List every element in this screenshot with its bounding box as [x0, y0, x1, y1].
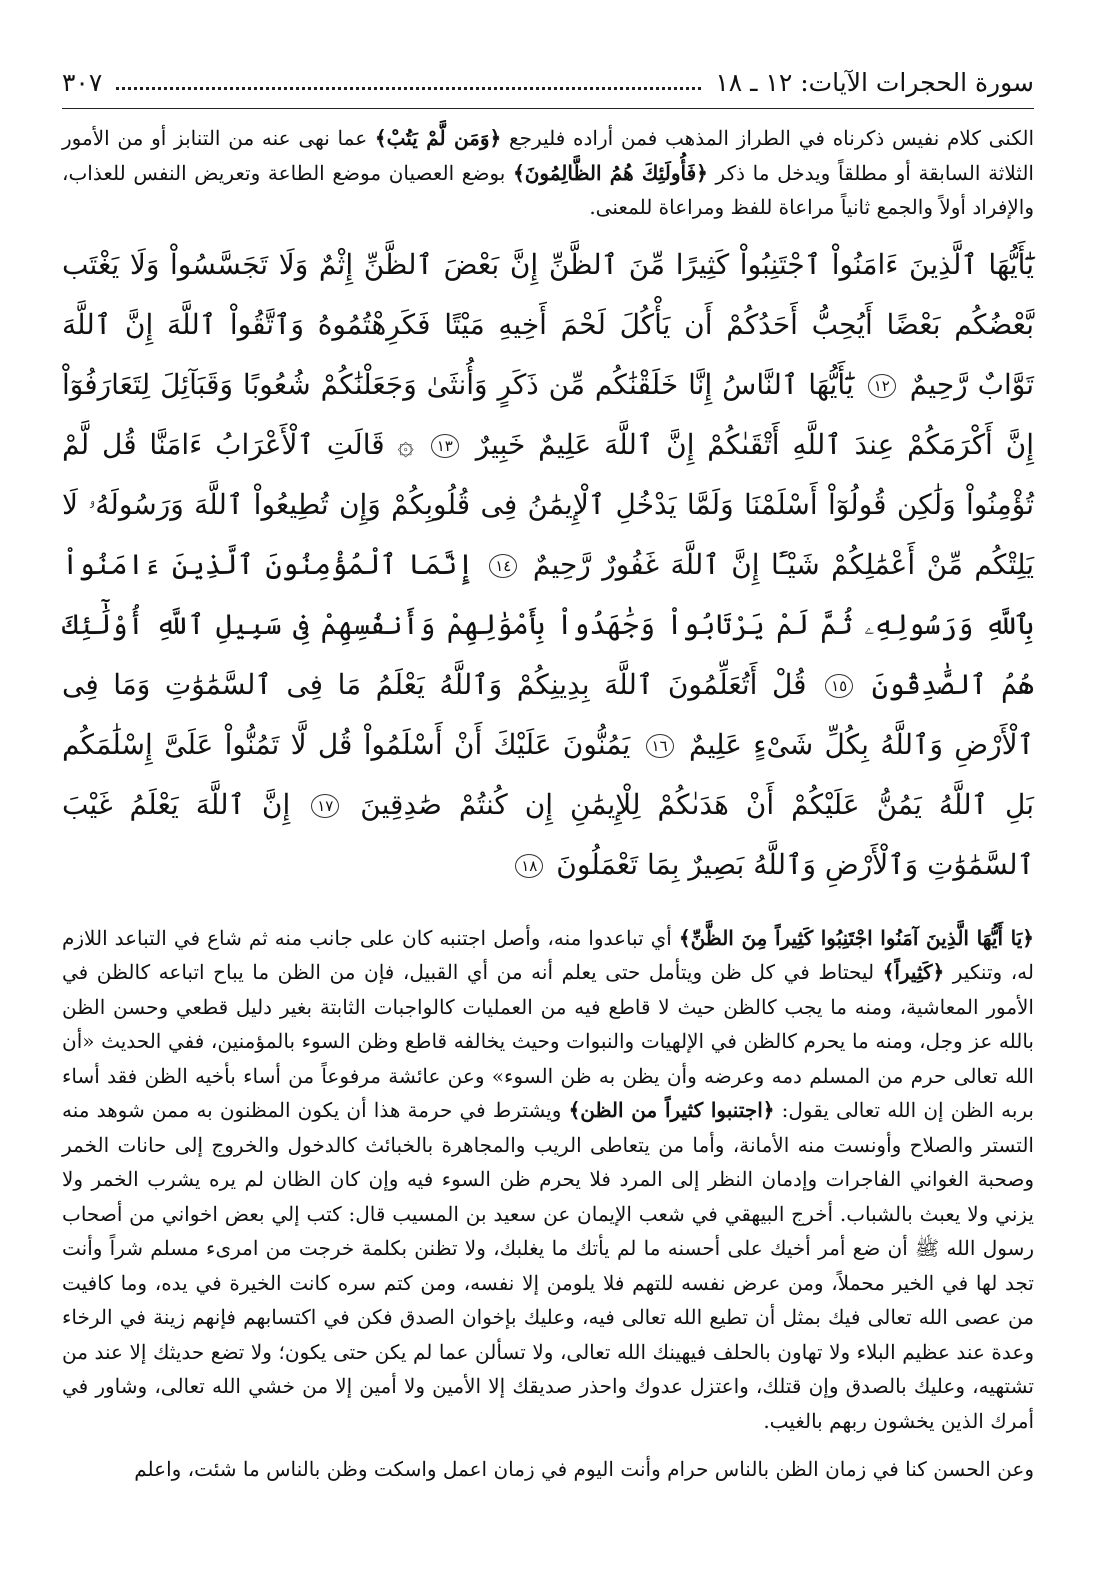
header-dot-leader [116, 87, 701, 90]
commentary-text-3: ويشترط في حرمة هذا أن يكون المظنون به ممن شوهد منه التستر والصلاح وأونست منه الأمانة، وأما من يتعاطى الريب والمجاهرة بالخبائث كالدخول والخروج إلى حانات الخمر وصحبة الغواني الفاجرات وإدمان النظر إلى المرد فلا يحرم ظن السوء فيه وإن كان الظان لم يره يشرب الخمر ولا يزني ولا يعبث بالشباب. أخرج البيهقي في شعب الإيمان عن سعيد بن المسيب قال: كتب إلي بعض اخواني من أصحاب رسول الله ﷺ أن ضع أمر أخيك على أحسنه ما لم يأتك ما يغلبك، ولا تظنن بكلمة خرجت من امرىء مسلم شراً وأنت تجد لها في الخير محملاً، ومن عرض نفسه للتهم فلا يلومن إلا نفسه، ومن كتم سره كانت الخيرة في يده، وما كافيت من عصى الله تعالى فيك بمثل أن تطيع الله تعالى فيه، وعليك بإخوان الصدق فكن في اكتسابهم فإنهم زينة في الرخاء وعدة عند عظيم البلاء ولا تهاون بالحلف فيهينك الله تعالى، ولا تسألن عما لم يكن حتى يكون؛ ولا تضع حديثك إلا عند من تشتهيه، وعليك بالصدق وإن قتلك، واعتزل عدوك واحذر صديقك إلا الأمين ولا أمين إلا من خشي الله تعالى، وشاور في أمرك الذين يخشون ربهم بالغيب. [62, 1098, 1035, 1433]
intro-quote-1: ﴿وَمَن لَّمْ يَتُبْ﴾ [374, 126, 502, 150]
verse-number-18: ١٨ [515, 854, 543, 878]
intro-text-3: بوضع العصيان موضع الطاعة وتعريض النفس للعذاب، والإفراد أولاً والجمع ثانياً مراعاة للفظ ومراعاة للمعنى. [62, 160, 1034, 219]
verse-13: يَٰٓأَيُّهَا ٱلنَّاسُ إِنَّا خَلَقْنَٰكُم مِّن ذَكَرٍ وَأُنثَىٰ وَجَعَلْنَٰكُمْ شُعُوبًا وَقَبَآئِلَ لِتَعَارَفُوٓاْ إِنَّ أَكْرَمَكُمْ عِندَ ٱللَّهِ أَتْقَىٰكُمْ إِنَّ ٱللَّهَ عَلِيمٌ خَبِيرٌ [62, 367, 1034, 461]
verse-17: يَمُنُّونَ عَلَيْكَ أَنْ أَسْلَمُواْ قُل لَّا تَمُنُّواْ عَلَىَّ إِسْلَٰمَكُم بَلِ ٱللَّهُ يَمُنُّ عَلَيْكُمْ أَنْ هَدَىٰكُمْ لِلْإِيمَٰنِ إِن كُنتُمْ صَٰدِقِينَ [62, 727, 1035, 821]
quran-verses [62, 235, 1034, 895]
verse-16: قُلْ أَتُعَلِّمُونَ ٱللَّهَ بِدِينِكُمْ وَٱللَّهُ يَعْلَمُ مَا فِى ٱلسَّمَٰوَٰتِ وَمَا فِى ٱلْأَرْضِ وَٱللَّهُ بِكُلِّ شَىْءٍ عَلِيمٌ [62, 667, 1035, 761]
intro-quote-2: ﴿فَأُولَئِكَ هُمُ الظَّالِمُونَ﴾ [512, 160, 708, 185]
verse-15: إِنَّمَا ٱلْمُؤْمِنُونَ ٱلَّذِينَ ءَامَنُواْ بِٱللَّهِ وَرَسُولِهِۦ ثُمَّ لَمْ يَرْتَابُواْ وَجَٰهَدُواْ بِأَمْوَٰلِهِمْ وَأَنفُسِهِمْ فِى سَبِيلِ ٱللَّهِ أُوْلَٰٓئِكَ هُمُ ٱلصَّٰدِقُونَ [62, 547, 1034, 701]
verse-number-15: ١٥ [825, 674, 853, 698]
intro-paragraph [62, 121, 1034, 225]
verse-number-16: ١٦ [646, 734, 674, 758]
commentary-paragraph [62, 921, 1034, 1439]
commentary-last-line: وعن الحسن كنا في زمان الظن بالناس حرام وأنت اليوم في زمان اعمل واسكت وظن بالناس ما شئت، واعلم [134, 1457, 1034, 1481]
verse-number-17: ١٧ [311, 794, 339, 818]
verse-number-13: ١٣ [431, 434, 459, 458]
verse-number-14: ١٤ [489, 554, 517, 578]
verse-14: ۞ قَالَتِ ٱلْأَعْرَابُ ءَامَنَّا قُل لَّمْ تُؤْمِنُواْ وَلَٰكِن قُولُوٓاْ أَسْلَمْنَا وَلَمَّا يَدْخُلِ ٱلْإِيمَٰنُ فِى قُلُوبِكُمْ وَإِن تُطِيعُواْ ٱللَّهَ وَرَسُولَهُۥ لَا يَلِتْكُم مِّنْ أَعْمَٰلِكُمْ شَيْـًٔا إِنَّ ٱللَّهَ غَفُورٌ رَّحِيمٌ [62, 427, 1035, 581]
header-title: سورة الحجرات الآيات: ١٢ ـ ١٨ [715, 67, 1034, 97]
header-rule [62, 108, 1034, 109]
commentary-quote-3: ﴿اجتنبوا كثيراً من الظن﴾ [568, 1098, 775, 1122]
verse-number-12: ١٢ [868, 374, 896, 398]
commentary-quote-1: ﴿يَا أَيُّهَا الَّذِينَ آمَنُوا اجْتَنِبُوا كَثِيراً مِنَ الظَّنِّ﴾ [678, 925, 1034, 950]
running-header [62, 62, 1034, 102]
page-number: ٣٠٧ [62, 67, 103, 97]
commentary-text-1: أي تباعدوا منه، وأصل اجتنبه كان على جانب منه ثم شاع في التباعد اللازم له، وتنكير [62, 925, 1034, 984]
intro-text-1: الكنى كلام نفيس ذكرناه في الطراز المذهب فمن أراده فليرجع [501, 126, 1034, 150]
commentary-quote-2: ﴿كَثِيراً﴾ [882, 960, 945, 984]
verse-12: يَٰٓأَيُّهَا ٱلَّذِينَ ءَامَنُواْ ٱجْتَنِبُواْ كَثِيرًا مِّنَ ٱلظَّنِّ إِنَّ بَعْضَ ٱلظَّنِّ إِثْمٌ وَلَا تَجَسَّسُواْ وَلَا يَغْتَب بَّعْضُكُم بَعْضًا أَيُحِبُّ أَحَدُكُمْ أَن يَأْكُلَ لَحْمَ أَخِيهِ مَيْتًا فَكَرِهْتُمُوهُ وَٱتَّقُواْ ٱللَّهَ إِنَّ ٱللَّهَ تَوَّابٌ رَّحِيمٌ [62, 247, 1034, 401]
commentary-text-2: ليحتاط في كل ظن ويتأمل حتى يعلم أنه من أي القبيل، فإن من الظن ما يباح اتباعه كالظن في الأمور المعاشية، ومنه ما يجب كالظن حيث لا قاطع فيه من العمليات كالواجبات الثابتة بغير دليل قطعي وحسن الظن بالله عز وجل، ومنه ما يحرم كالظن في الإلهيات والنبوات وحيث يخالفه قاطع وظن السوء بالمؤمنين، ففي الحديث «أن الله تعالى حرم من المسلم دمه وعرضه وأن يظن به ظن السوء» وعن عائشة مرفوعاً من أساء بأخيه الظن فقد أساء بربه الظن إن الله تعالى يقول: [62, 960, 1034, 1122]
verse-18: إِنَّ ٱللَّهَ يَعْلَمُ غَيْبَ ٱلسَّمَٰوَٰتِ وَٱلْأَرْضِ وَٱللَّهُ بَصِيرٌ بِمَا تَعْمَلُونَ [62, 787, 1034, 881]
intro-text-2: عما نهى عنه من التنابز أو من الأمور الثلاثة السابقة أو مطلقاً ويدخل ما ذكر [62, 126, 1034, 185]
